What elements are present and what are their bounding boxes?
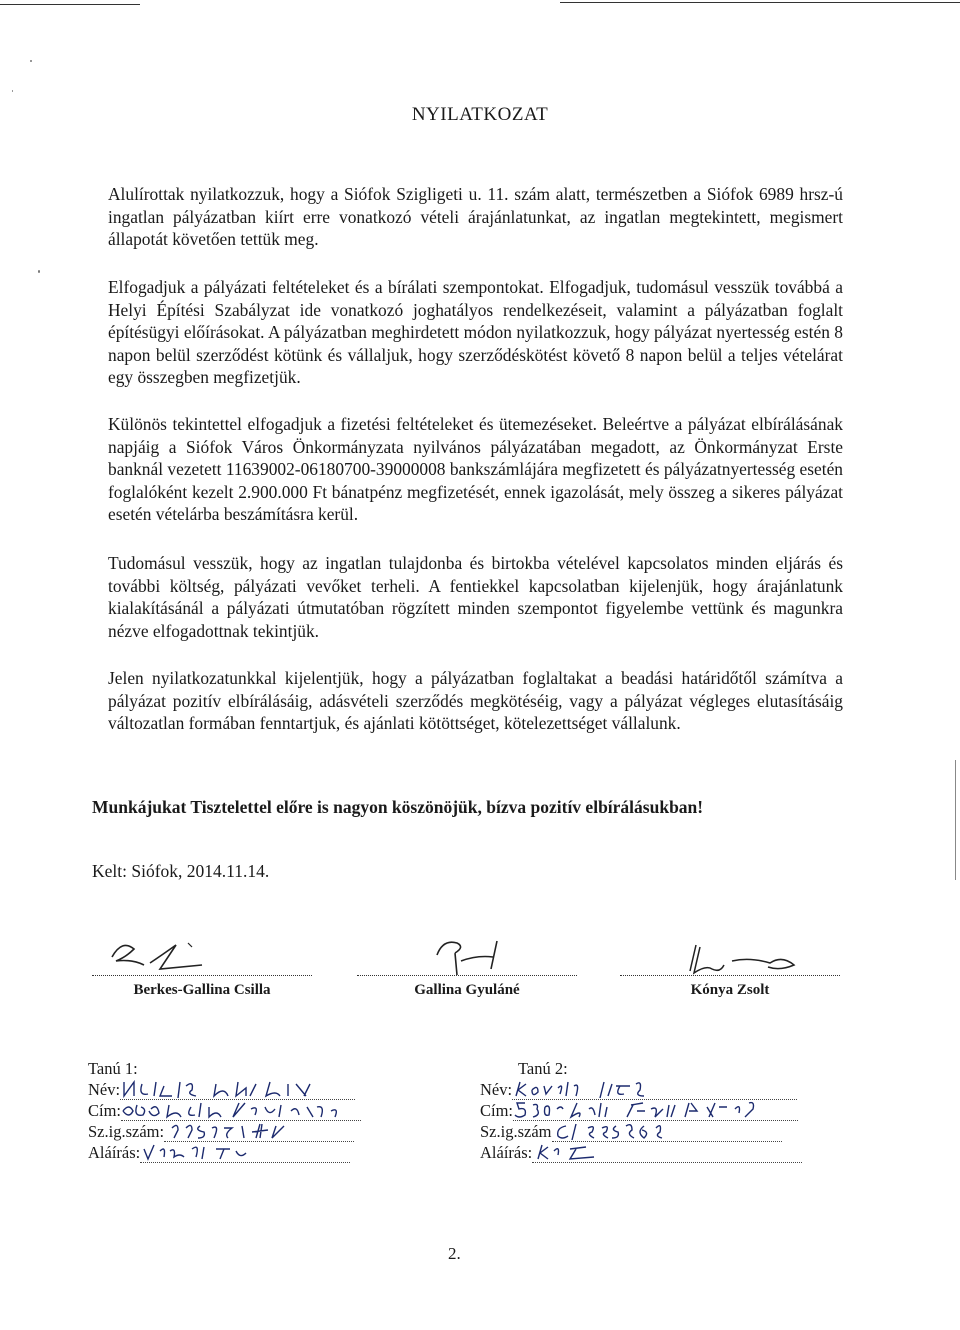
regulations-sentence: Elfogadjuk, tudomásul vesszük továbbá a Helyi Építési Szabályzat ide vonatkozó joghatályos rendelkezéseit, valamint a pályázatban foglalt építésügyi előírásokat. A pályázatban meghirdetett módon nyilatkozzuk, hogy pályázat nyertesség estén 8 napon belül szerződést kötünk és vállaljuk, hogy szerződéskötést követő 8 napon belül a teljes vételárat egy összegben megfizetjük. <box>108 277 843 387</box>
signature-label: Aláírás: <box>88 1143 141 1162</box>
signatory-name: Gallina Gyuláné <box>414 982 520 998</box>
name-label: Név: <box>480 1080 513 1099</box>
name-label: Név: <box>88 1080 121 1099</box>
paragraph-commitment: Jelen nyilatkozatunkkal kijelentjük, hogy a pályázatban foglaltakat a beadási határidőtől számítva a pályázat pozitív elbírálásáig, adásvételi szerződés megkötéséig, vagy a pályázat végleges elutasításáig változatlan formában fenntartjuk, és ajánlati kötöttséget, kötelezettséget vállalunk. <box>108 668 843 733</box>
acceptance-sentence: Elfogadjuk a pályázati feltételeket és a bírálati szempontokat. <box>108 277 544 297</box>
witness-1-block <box>88 1058 361 1163</box>
handwritten-signature <box>92 935 312 975</box>
paragraph-intro: Alulírottak nyilatkozzuk, hogy a Siófok Szigligeti u. 11. szám alatt, természetben a Siófok 6989 hrsz-ú ingatlan pályázatban kiírt erre vonatkozó vételi árajánlatunkat, az ingatlan megtekintett, megismert állapotát követően tettük meg. <box>108 184 843 249</box>
address-label: Cím: <box>88 1101 122 1120</box>
page-number: 2. <box>448 1244 461 1263</box>
signatory-name: Berkes-Gallina Csilla <box>133 982 271 998</box>
handwritten-signature <box>140 1139 350 1163</box>
scan-speck <box>12 90 13 92</box>
scan-edge-line <box>0 4 140 5</box>
signature-field <box>140 1144 350 1163</box>
scan-edge-line <box>955 760 956 880</box>
witness-2-block <box>480 1058 802 1163</box>
signatory-name: Kónya Zsolt <box>690 982 770 998</box>
paragraph-payment: Különös tekintettel elfogadjuk a fizetési feltételeket és ütemezéseket. Beleértve a pályázat elbírálásának napjáig a Siófok Város Önkormányzata nyilvános pályázatában megadott, az Önkormányzat Erste banknál vezetett 11639002-06180700-39000008 bankszámlájára megfizetett és pályázatnyertesség esetén foglalóként kezelt 2.900.000 Ft bánatpénz megfizetését, ennek igazolását, mely összeg a sikeres pályázat esetén vételárba beszámításra kerül. <box>108 414 843 524</box>
id-number-label: Sz.ig.szám <box>480 1122 552 1141</box>
document-title: NYILATKOZAT <box>411 104 549 125</box>
signature-block-1 <box>92 935 312 999</box>
signature-label: Aláírás: <box>480 1143 533 1162</box>
handwritten-signature <box>620 935 840 975</box>
signature-field <box>532 1144 802 1163</box>
closing-statement: Munkájukat Tisztelettel előre is nagyon köszönöjük, bízva pozitív elbírálásukban! <box>92 797 704 817</box>
signature-block-2 <box>357 935 577 999</box>
scan-speck <box>30 60 32 62</box>
handwritten-signature <box>357 935 577 975</box>
paragraph-costs: Tudomásul vesszük, hogy az ingatlan tulajdonba és birtokba vételével kapcsolatos minden eljárás és további költség, pályázati vevőket terheli. A fentiekkel kapcsolatban kijelenjük, hogy árajánlatunk kialakításánál a pályázati útmutatóban rögzített minden szempontot figyelembe vettünk és magunkra nézve elfogadottnak tekintjük. <box>108 553 843 641</box>
witness-title: Tanú 2: <box>518 1059 568 1078</box>
witness-signature-row <box>480 1142 802 1163</box>
signature-line <box>92 935 312 976</box>
witness-title: Tanú 1: <box>88 1059 138 1078</box>
handwritten-signature <box>532 1139 802 1163</box>
signature-block-3 <box>620 935 840 999</box>
scan-speck <box>38 270 40 273</box>
scan-edge-line <box>560 2 960 3</box>
witness-signature-row <box>88 1142 361 1163</box>
id-number-label: Sz.ig.szám: <box>88 1122 165 1141</box>
signature-line <box>357 935 577 976</box>
address-label: Cím: <box>480 1101 514 1120</box>
signature-line <box>620 935 840 976</box>
paragraph-acceptance <box>108 276 843 389</box>
date-line: Kelt: Siófok, 2014.11.14. <box>92 861 270 881</box>
